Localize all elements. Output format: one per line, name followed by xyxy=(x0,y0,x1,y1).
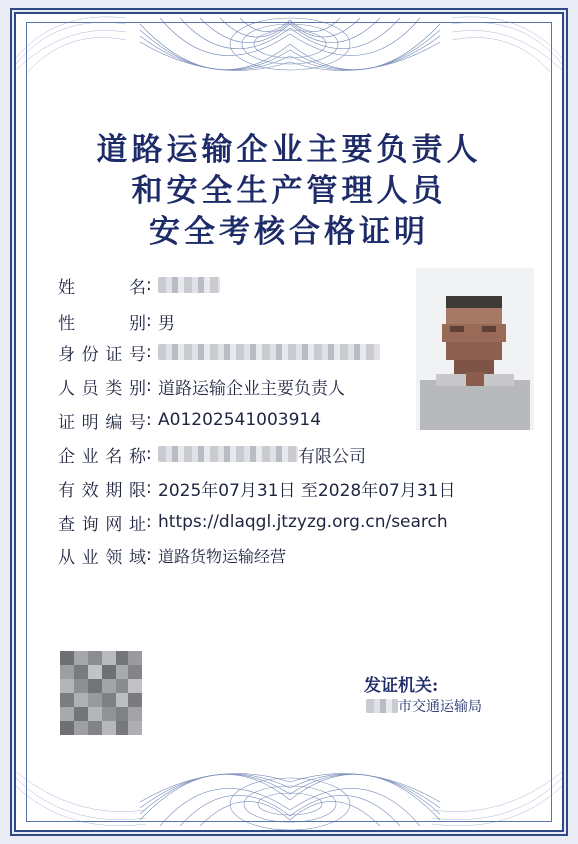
field-query-url: 查询网址 : https://dlaqgl.jtzyzg.org.cn/search xyxy=(58,508,448,536)
field-label: 从业领域 xyxy=(58,547,146,568)
field-label: 证明编号 xyxy=(58,412,146,433)
top-left-corner-ornament xyxy=(16,14,126,74)
certificate-title-line-2: 和安全生产管理人员 xyxy=(131,173,447,209)
field-value: https://dlaqgl.jtzyzg.org.cn/search xyxy=(158,512,448,532)
field-label: 性 别 xyxy=(58,313,146,334)
bottom-left-corner-ornament xyxy=(16,768,146,828)
holder-photo xyxy=(416,268,534,430)
field-personnel-category: 人员类别 : 道路运输企业主要负责人 xyxy=(58,372,345,400)
certificate-title-line-3: 安全考核合格证明 xyxy=(149,214,429,250)
redacted-company-name xyxy=(158,446,298,462)
bottom-right-corner-ornament xyxy=(432,768,562,828)
certificate-title-line-1: 道路运输企业主要负责人 xyxy=(96,132,482,168)
bottom-guilloche-ornament xyxy=(140,738,440,830)
field-label: 有效期限 xyxy=(58,480,146,501)
top-guilloche-ornament xyxy=(140,14,440,106)
redacted-city xyxy=(366,699,398,713)
field-value: 道路货物运输经营 xyxy=(158,546,287,566)
field-certificate-number: 证明编号 : A01202541003914 xyxy=(58,406,321,434)
field-company-name: 企业名称 : 有限公司 xyxy=(58,440,366,468)
field-value: 道路运输企业主要负责人 xyxy=(158,378,345,399)
redacted-id-number xyxy=(158,344,380,360)
field-label: 查询网址 xyxy=(58,514,146,535)
field-label: 身份证号 xyxy=(58,344,146,365)
issuer-name: 市交通运输局 xyxy=(398,699,482,715)
issuer-label: 发证机关: xyxy=(364,676,439,696)
field-value: 有限公司 xyxy=(298,446,366,467)
issuer-authority xyxy=(366,696,482,716)
field-gender: 性 别 : 男 xyxy=(58,307,175,335)
field-value: A01202541003914 xyxy=(158,410,322,430)
field-validity-period: 有效期限 : 2025年07月31日 至2028年07月31日 xyxy=(58,474,455,502)
field-business-domain: 从业领域 : 道路货物运输经营 xyxy=(58,541,286,569)
field-label: 人员类别 xyxy=(58,378,146,399)
field-value: 2025年07月31日 至2028年07月31日 xyxy=(158,480,456,501)
field-label: 企业名称 xyxy=(58,446,146,467)
field-name: 姓 名 : xyxy=(58,271,220,299)
redacted-name xyxy=(158,277,220,293)
field-label: 姓 名 xyxy=(58,277,146,298)
top-right-corner-ornament xyxy=(452,14,562,74)
qr-code xyxy=(60,651,142,735)
field-id-number: 身份证号 : xyxy=(58,338,380,366)
field-value: 男 xyxy=(158,313,175,334)
